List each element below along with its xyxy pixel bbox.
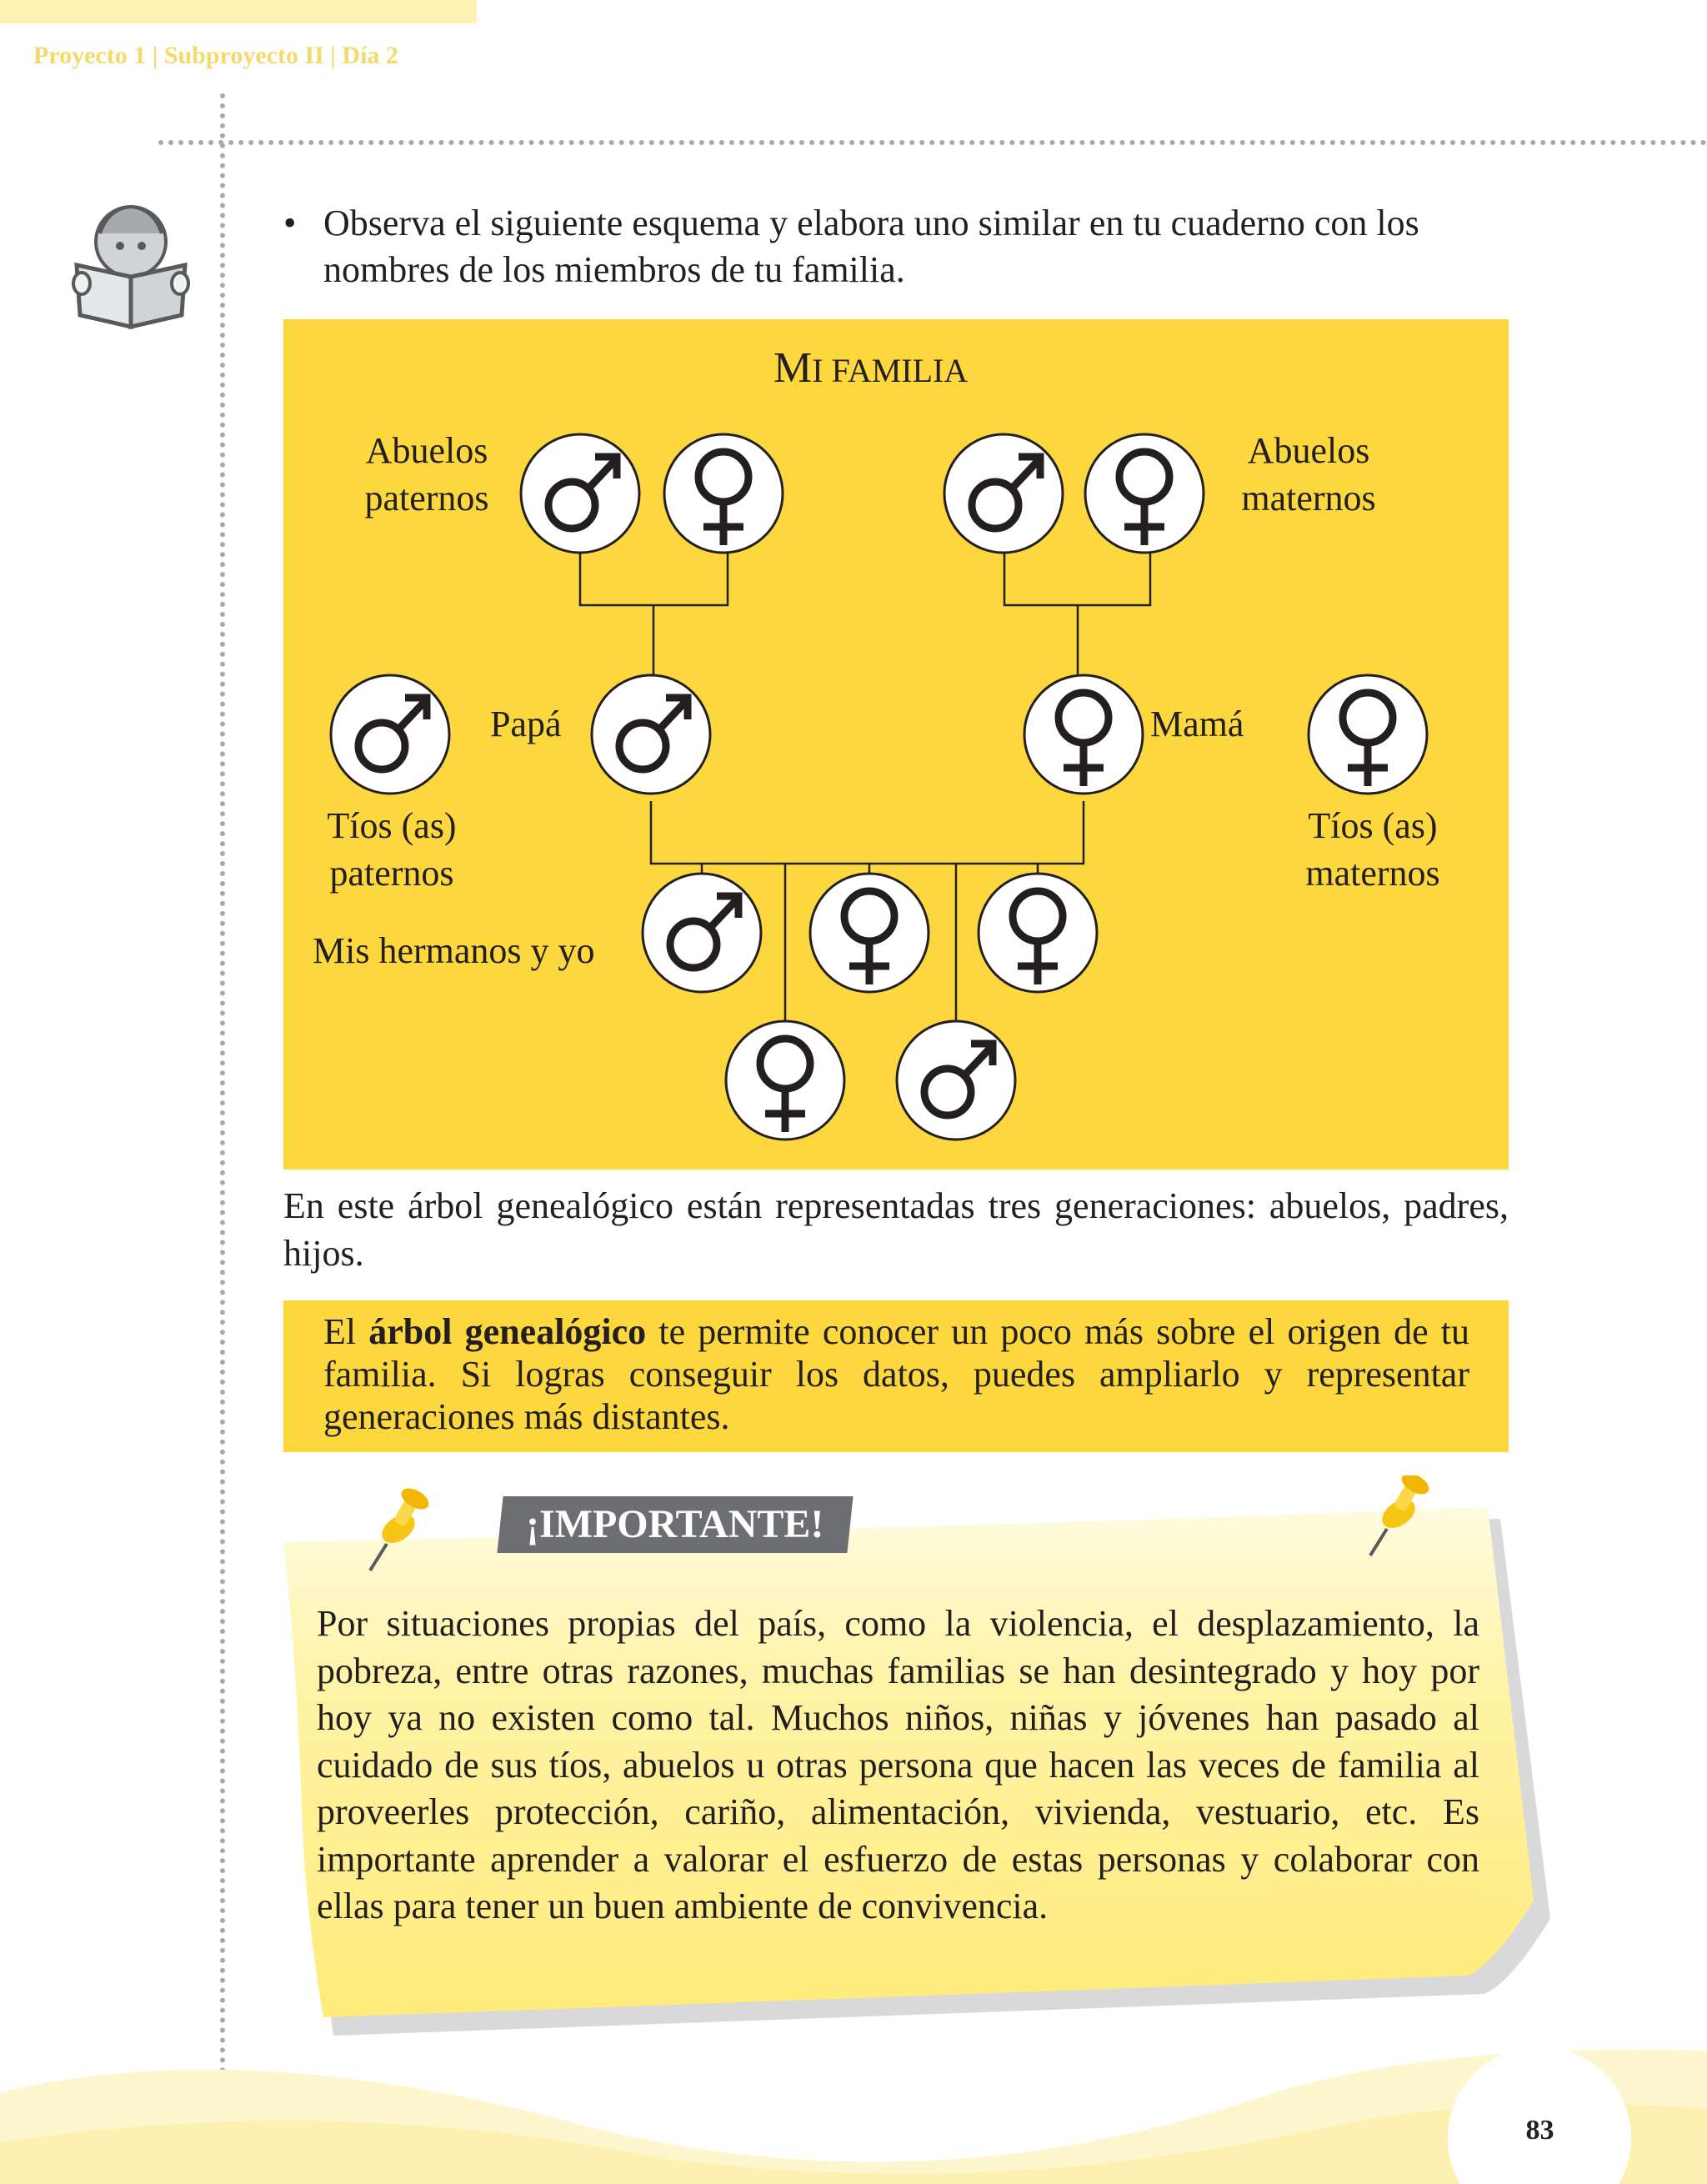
diagram-title: MI FAMILIA: [773, 344, 969, 392]
dad-male-icon: [592, 675, 710, 794]
definition-text: El árbol genealógico te permite conocer un poco más sobre el origen de tu familia. Si logras conseguir los datos, puedes ampliarlo y representar generaciones más distantes.: [323, 1311, 1470, 1437]
label-maternal-grandparents-1: Abuelos: [1247, 430, 1370, 471]
tree-caption: En este árbol genealógico están representadas tres generaciones: abuelos, padres, hijos.: [283, 1185, 1509, 1274]
label-paternal-uncles-1: Tíos (as): [327, 805, 457, 846]
label-mom: Mamá: [1150, 704, 1244, 744]
sibling-female-icon: [810, 874, 929, 992]
bottom-wave-decoration: [0, 2001, 1707, 2184]
sibling-female-icon: [726, 1021, 844, 1140]
term-bold: árbol genealógico: [368, 1311, 647, 1352]
label-paternal-uncles-2: paternos: [329, 853, 454, 894]
important-note-text: Por situaciones propias del país, como la violencia, el desplazamiento, la pobreza, entre otras razones, muchas familias se han desintegrado y hoy por hoy ya no existen como tal. Muchos niños, niñas y jóvenes han pasado al cuidado de sus tíos, abuelos u otras persona que hacen las veces de familia al proveerles protección, cariño, alimentación, vivienda, vestuario, etc. Es importante aprender a valorar el esfuerzo de estas personas y colaborar con ellas para tener un buen ambiente de convivencia.: [317, 1603, 1479, 1926]
label-maternal-uncles-2: maternos: [1305, 853, 1440, 894]
maternal-aunt-female-icon: [1309, 675, 1427, 794]
paternal-uncle-male-icon: [331, 675, 449, 794]
sibling-male-icon: [897, 1021, 1015, 1140]
maternal-grandmother-female-icon: [1085, 434, 1204, 553]
family-tree-diagram: [283, 319, 1509, 1170]
label-maternal-grandparents-2: maternos: [1241, 478, 1376, 518]
sibling-male-icon: [643, 874, 761, 992]
dotted-margin-line: [220, 93, 225, 2184]
reading-child-icon: [68, 200, 193, 333]
page-header: Proyecto 1 | Subproyecto II | Día 2: [33, 42, 398, 69]
dotted-separator-line: [158, 140, 1707, 145]
top-accent-bar: [0, 0, 477, 23]
page-number: 83: [1525, 2115, 1554, 2146]
mom-female-icon: [1024, 675, 1143, 794]
bullet: •: [283, 203, 297, 243]
label-dad: Papá: [490, 704, 562, 744]
label-maternal-uncles-1: Tíos (as): [1308, 805, 1438, 846]
label-paternal-grandparents-1: Abuelos: [365, 430, 488, 471]
sibling-female-icon: [979, 874, 1097, 992]
instruction-text: Observa el siguiente esquema y elabora uno similar en tu cuaderno con los nombres de los miembros de tu familia.: [323, 203, 1419, 290]
important-tag: ¡IMPORTANTE!: [497, 1496, 853, 1553]
paternal-grandmother-female-icon: [664, 434, 783, 553]
label-paternal-grandparents-2: paternos: [364, 478, 489, 518]
label-siblings: Mis hermanos y yo: [313, 930, 595, 971]
paternal-grandfather-male-icon: [521, 434, 639, 553]
maternal-grandfather-male-icon: [944, 434, 1063, 553]
